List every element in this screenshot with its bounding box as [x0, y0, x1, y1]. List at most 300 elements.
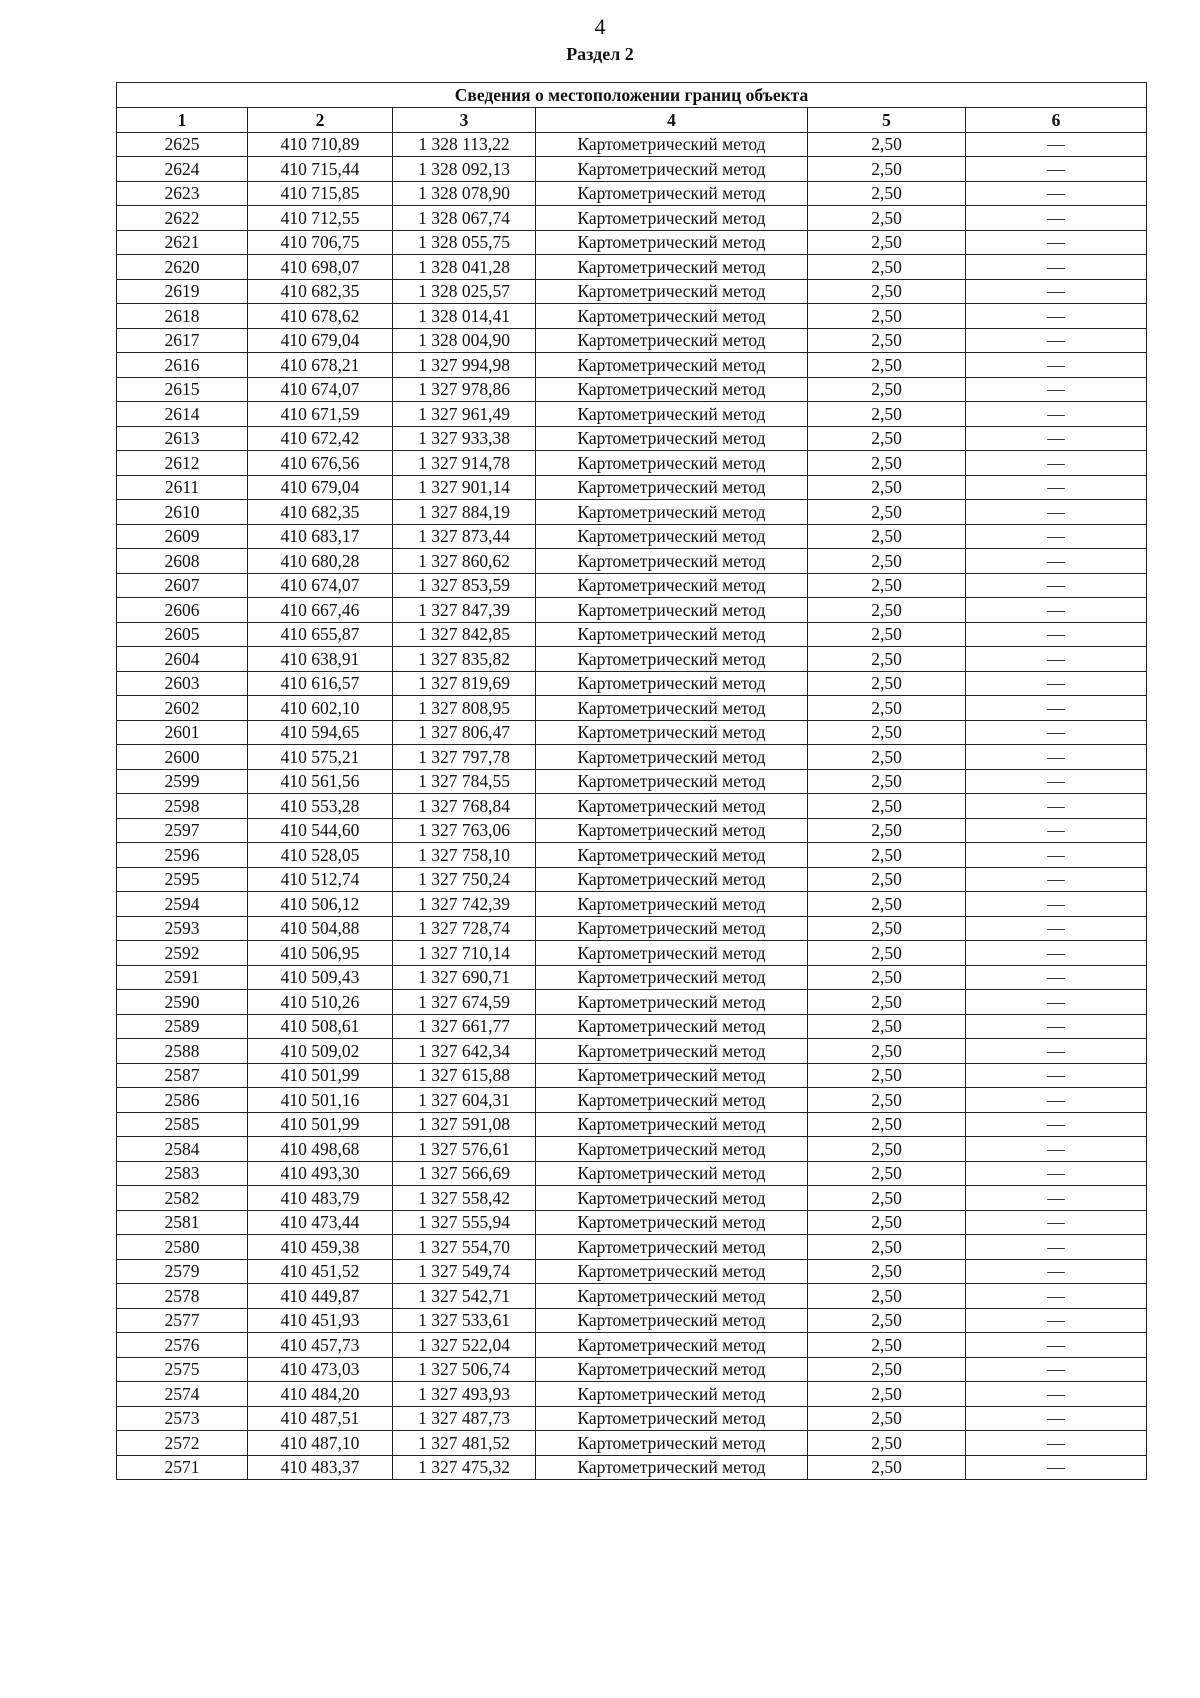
cell-point-number: 2618	[117, 304, 248, 329]
cell-method: Картометрический метод	[536, 132, 808, 157]
cell-coord-x: 410 487,10	[248, 1431, 393, 1456]
cell-coord-x: 410 484,20	[248, 1382, 393, 1407]
cell-accuracy: 2,50	[808, 1186, 966, 1211]
cell-coord-x: 410 508,61	[248, 1014, 393, 1039]
cell-coord-x: 410 712,55	[248, 206, 393, 231]
cell-point-number: 2595	[117, 867, 248, 892]
cell-point-number: 2585	[117, 1112, 248, 1137]
cell-accuracy: 2,50	[808, 524, 966, 549]
cell-accuracy: 2,50	[808, 181, 966, 206]
table-row	[117, 206, 1147, 231]
cell-description: —	[966, 353, 1147, 378]
cell-method: Картометрический метод	[536, 181, 808, 206]
table-row	[117, 524, 1147, 549]
cell-point-number: 2606	[117, 598, 248, 623]
cell-method: Картометрический метод	[536, 451, 808, 476]
cell-description: —	[966, 1137, 1147, 1162]
cell-accuracy: 2,50	[808, 1137, 966, 1162]
cell-description: —	[966, 549, 1147, 574]
cell-description: —	[966, 769, 1147, 794]
cell-description: —	[966, 328, 1147, 353]
cell-description: —	[966, 941, 1147, 966]
cell-accuracy: 2,50	[808, 1259, 966, 1284]
cell-coord-x: 410 553,28	[248, 794, 393, 819]
cell-coord-y: 1 327 674,59	[393, 990, 536, 1015]
table-row	[117, 1161, 1147, 1186]
cell-method: Картометрический метод	[536, 549, 808, 574]
cell-method: Картометрический метод	[536, 573, 808, 598]
cell-point-number: 2607	[117, 573, 248, 598]
table-row	[117, 549, 1147, 574]
cell-description: —	[966, 1455, 1147, 1480]
cell-method: Картометрический метод	[536, 206, 808, 231]
cell-method: Картометрический метод	[536, 941, 808, 966]
table-row	[117, 1210, 1147, 1235]
cell-accuracy: 2,50	[808, 549, 966, 574]
cell-point-number: 2603	[117, 671, 248, 696]
cell-coord-x: 410 678,21	[248, 353, 393, 378]
cell-coord-y: 1 327 819,69	[393, 671, 536, 696]
cell-coord-x: 410 594,65	[248, 720, 393, 745]
cell-method: Картометрический метод	[536, 843, 808, 868]
cell-accuracy: 2,50	[808, 965, 966, 990]
cell-method: Картометрический метод	[536, 1382, 808, 1407]
cell-method: Картометрический метод	[536, 867, 808, 892]
table-caption-row	[117, 83, 1147, 108]
cell-accuracy: 2,50	[808, 720, 966, 745]
cell-accuracy: 2,50	[808, 1284, 966, 1309]
cell-coord-y: 1 327 768,84	[393, 794, 536, 819]
cell-method: Картометрический метод	[536, 769, 808, 794]
cell-method: Картометрический метод	[536, 157, 808, 182]
cell-description: —	[966, 426, 1147, 451]
cell-coord-x: 410 449,87	[248, 1284, 393, 1309]
cell-description: —	[966, 1112, 1147, 1137]
table-row	[117, 1014, 1147, 1039]
cell-description: —	[966, 451, 1147, 476]
cell-point-number: 2571	[117, 1455, 248, 1480]
cell-coord-y: 1 327 493,93	[393, 1382, 536, 1407]
table-body	[117, 132, 1147, 1480]
table-row	[117, 573, 1147, 598]
table-row	[117, 451, 1147, 476]
cell-description: —	[966, 304, 1147, 329]
cell-coord-y: 1 328 067,74	[393, 206, 536, 231]
cell-point-number: 2588	[117, 1039, 248, 1064]
cell-accuracy: 2,50	[808, 328, 966, 353]
cell-coord-x: 410 501,99	[248, 1063, 393, 1088]
column-header-2: 2	[248, 108, 393, 133]
cell-point-number: 2609	[117, 524, 248, 549]
cell-description: —	[966, 230, 1147, 255]
table-row	[117, 965, 1147, 990]
cell-description: —	[966, 1406, 1147, 1431]
cell-method: Картометрический метод	[536, 353, 808, 378]
cell-point-number: 2594	[117, 892, 248, 917]
cell-description: —	[966, 1161, 1147, 1186]
cell-point-number: 2590	[117, 990, 248, 1015]
cell-point-number: 2589	[117, 1014, 248, 1039]
cell-coord-x: 410 510,26	[248, 990, 393, 1015]
cell-coord-x: 410 674,07	[248, 573, 393, 598]
cell-point-number: 2608	[117, 549, 248, 574]
table-row	[117, 671, 1147, 696]
table-row	[117, 304, 1147, 329]
cell-coord-x: 410 544,60	[248, 818, 393, 843]
cell-description: —	[966, 1235, 1147, 1260]
cell-description: —	[966, 867, 1147, 892]
cell-coord-y: 1 328 055,75	[393, 230, 536, 255]
cell-point-number: 2601	[117, 720, 248, 745]
cell-coord-y: 1 328 025,57	[393, 279, 536, 304]
table-row	[117, 696, 1147, 721]
cell-coord-y: 1 327 933,38	[393, 426, 536, 451]
cell-coord-x: 410 679,04	[248, 328, 393, 353]
page-number: 4	[594, 14, 606, 39]
cell-method: Картометрический метод	[536, 1186, 808, 1211]
cell-description: —	[966, 573, 1147, 598]
cell-accuracy: 2,50	[808, 671, 966, 696]
cell-coord-x: 410 698,07	[248, 255, 393, 280]
table-row	[117, 1235, 1147, 1260]
cell-description: —	[966, 1063, 1147, 1088]
column-header-3: 3	[393, 108, 536, 133]
cell-coord-y: 1 327 994,98	[393, 353, 536, 378]
cell-accuracy: 2,50	[808, 1039, 966, 1064]
cell-description: —	[966, 1259, 1147, 1284]
cell-description: —	[966, 720, 1147, 745]
cell-coord-x: 410 501,99	[248, 1112, 393, 1137]
cell-accuracy: 2,50	[808, 1431, 966, 1456]
cell-accuracy: 2,50	[808, 769, 966, 794]
cell-coord-y: 1 327 763,06	[393, 818, 536, 843]
table-row	[117, 475, 1147, 500]
cell-point-number: 2624	[117, 157, 248, 182]
cell-coord-x: 410 459,38	[248, 1235, 393, 1260]
cell-method: Картометрический метод	[536, 1308, 808, 1333]
cell-coord-y: 1 327 884,19	[393, 500, 536, 525]
cell-description: —	[966, 1284, 1147, 1309]
cell-description: —	[966, 671, 1147, 696]
cell-coord-y: 1 327 842,85	[393, 622, 536, 647]
cell-coord-y: 1 327 690,71	[393, 965, 536, 990]
cell-coord-y: 1 327 481,52	[393, 1431, 536, 1456]
cell-point-number: 2573	[117, 1406, 248, 1431]
cell-coord-y: 1 327 860,62	[393, 549, 536, 574]
cell-point-number: 2578	[117, 1284, 248, 1309]
table-row	[117, 990, 1147, 1015]
cell-method: Картометрический метод	[536, 696, 808, 721]
cell-point-number: 2581	[117, 1210, 248, 1235]
cell-coord-y: 1 327 549,74	[393, 1259, 536, 1284]
table-row	[117, 1137, 1147, 1162]
column-header-1: 1	[117, 108, 248, 133]
cell-coord-y: 1 327 853,59	[393, 573, 536, 598]
cell-coord-y: 1 327 615,88	[393, 1063, 536, 1088]
cell-coord-x: 410 451,93	[248, 1308, 393, 1333]
cell-coord-y: 1 327 797,78	[393, 745, 536, 770]
table-row	[117, 255, 1147, 280]
table-row	[117, 500, 1147, 525]
column-header-6: 6	[966, 108, 1147, 133]
table-row	[117, 1063, 1147, 1088]
cell-coord-y: 1 327 710,14	[393, 941, 536, 966]
cell-accuracy: 2,50	[808, 990, 966, 1015]
cell-description: —	[966, 475, 1147, 500]
cell-accuracy: 2,50	[808, 402, 966, 427]
cell-accuracy: 2,50	[808, 843, 966, 868]
table-row	[117, 426, 1147, 451]
cell-coord-x: 410 672,42	[248, 426, 393, 451]
cell-accuracy: 2,50	[808, 1308, 966, 1333]
cell-description: —	[966, 1088, 1147, 1113]
cell-coord-x: 410 451,52	[248, 1259, 393, 1284]
cell-point-number: 2605	[117, 622, 248, 647]
cell-coord-x: 410 487,51	[248, 1406, 393, 1431]
cell-accuracy: 2,50	[808, 304, 966, 329]
cell-description: —	[966, 181, 1147, 206]
cell-coord-y: 1 327 487,73	[393, 1406, 536, 1431]
cell-accuracy: 2,50	[808, 916, 966, 941]
cell-description: —	[966, 1014, 1147, 1039]
cell-coord-y: 1 327 642,34	[393, 1039, 536, 1064]
cell-coord-x: 410 483,37	[248, 1455, 393, 1480]
cell-coord-y: 1 328 092,13	[393, 157, 536, 182]
cell-description: —	[966, 1039, 1147, 1064]
boundary-coordinates-table	[116, 82, 1147, 1480]
cell-point-number: 2572	[117, 1431, 248, 1456]
table-row	[117, 818, 1147, 843]
cell-description: —	[966, 1357, 1147, 1382]
cell-method: Картометрический метод	[536, 965, 808, 990]
cell-description: —	[966, 916, 1147, 941]
cell-method: Картометрический метод	[536, 1357, 808, 1382]
table-row	[117, 132, 1147, 157]
table-row	[117, 1088, 1147, 1113]
cell-coord-y: 1 327 728,74	[393, 916, 536, 941]
cell-coord-x: 410 506,95	[248, 941, 393, 966]
cell-method: Картометрический метод	[536, 1039, 808, 1064]
cell-point-number: 2574	[117, 1382, 248, 1407]
table-row	[117, 1333, 1147, 1358]
cell-method: Картометрический метод	[536, 1161, 808, 1186]
cell-description: —	[966, 1186, 1147, 1211]
cell-description: —	[966, 206, 1147, 231]
cell-coord-y: 1 327 554,70	[393, 1235, 536, 1260]
cell-point-number: 2575	[117, 1357, 248, 1382]
table-row	[117, 867, 1147, 892]
cell-method: Картометрический метод	[536, 524, 808, 549]
cell-description: —	[966, 696, 1147, 721]
table-row	[117, 598, 1147, 623]
cell-accuracy: 2,50	[808, 279, 966, 304]
cell-accuracy: 2,50	[808, 451, 966, 476]
cell-description: —	[966, 1308, 1147, 1333]
cell-coord-x: 410 473,03	[248, 1357, 393, 1382]
cell-point-number: 2593	[117, 916, 248, 941]
cell-point-number: 2587	[117, 1063, 248, 1088]
cell-coord-x: 410 680,28	[248, 549, 393, 574]
cell-point-number: 2616	[117, 353, 248, 378]
cell-accuracy: 2,50	[808, 255, 966, 280]
table-row	[117, 647, 1147, 672]
cell-accuracy: 2,50	[808, 500, 966, 525]
cell-coord-y: 1 327 784,55	[393, 769, 536, 794]
column-header-5: 5	[808, 108, 966, 133]
cell-point-number: 2604	[117, 647, 248, 672]
cell-coord-y: 1 327 542,71	[393, 1284, 536, 1309]
cell-description: —	[966, 745, 1147, 770]
cell-coord-y: 1 327 742,39	[393, 892, 536, 917]
cell-description: —	[966, 500, 1147, 525]
cell-coord-x: 410 483,79	[248, 1186, 393, 1211]
cell-coord-y: 1 327 506,74	[393, 1357, 536, 1382]
cell-accuracy: 2,50	[808, 426, 966, 451]
table-row	[117, 1308, 1147, 1333]
cell-coord-y: 1 327 806,47	[393, 720, 536, 745]
cell-point-number: 2615	[117, 377, 248, 402]
table-row	[117, 1186, 1147, 1211]
cell-accuracy: 2,50	[808, 1014, 966, 1039]
cell-point-number: 2625	[117, 132, 248, 157]
cell-point-number: 2579	[117, 1259, 248, 1284]
cell-coord-x: 410 715,44	[248, 157, 393, 182]
cell-method: Картометрический метод	[536, 1014, 808, 1039]
cell-coord-y: 1 327 522,04	[393, 1333, 536, 1358]
cell-description: —	[966, 255, 1147, 280]
cell-accuracy: 2,50	[808, 230, 966, 255]
cell-coord-x: 410 561,56	[248, 769, 393, 794]
table-row	[117, 892, 1147, 917]
cell-coord-x: 410 493,30	[248, 1161, 393, 1186]
cell-point-number: 2610	[117, 500, 248, 525]
cell-coord-x: 410 498,68	[248, 1137, 393, 1162]
cell-coord-y: 1 327 835,82	[393, 647, 536, 672]
table-row	[117, 1382, 1147, 1407]
cell-description: —	[966, 279, 1147, 304]
cell-coord-y: 1 327 758,10	[393, 843, 536, 868]
cell-accuracy: 2,50	[808, 475, 966, 500]
cell-coord-y: 1 327 914,78	[393, 451, 536, 476]
cell-method: Картометрический метод	[536, 1406, 808, 1431]
cell-description: —	[966, 622, 1147, 647]
cell-accuracy: 2,50	[808, 1357, 966, 1382]
section-title: Раздел 2	[566, 44, 634, 64]
cell-accuracy: 2,50	[808, 1088, 966, 1113]
cell-method: Картометрический метод	[536, 1088, 808, 1113]
cell-description: —	[966, 598, 1147, 623]
cell-accuracy: 2,50	[808, 892, 966, 917]
cell-coord-y: 1 327 576,61	[393, 1137, 536, 1162]
table-row	[117, 1112, 1147, 1137]
cell-method: Картометрический метод	[536, 622, 808, 647]
cell-accuracy: 2,50	[808, 377, 966, 402]
cell-method: Картометрический метод	[536, 1333, 808, 1358]
cell-method: Картометрический метод	[536, 426, 808, 451]
cell-point-number: 2597	[117, 818, 248, 843]
cell-coord-y: 1 327 901,14	[393, 475, 536, 500]
cell-description: —	[966, 1333, 1147, 1358]
table-row	[117, 916, 1147, 941]
cell-point-number: 2598	[117, 794, 248, 819]
cell-coord-x: 410 512,74	[248, 867, 393, 892]
cell-point-number: 2586	[117, 1088, 248, 1113]
cell-coord-y: 1 327 591,08	[393, 1112, 536, 1137]
cell-coord-y: 1 328 004,90	[393, 328, 536, 353]
cell-accuracy: 2,50	[808, 1112, 966, 1137]
cell-method: Картометрический метод	[536, 1112, 808, 1137]
cell-accuracy: 2,50	[808, 1210, 966, 1235]
cell-coord-x: 410 506,12	[248, 892, 393, 917]
table-row	[117, 1039, 1147, 1064]
cell-point-number: 2599	[117, 769, 248, 794]
table-head	[117, 83, 1147, 133]
cell-coord-x: 410 504,88	[248, 916, 393, 941]
cell-description: —	[966, 794, 1147, 819]
cell-description: —	[966, 843, 1147, 868]
cell-point-number: 2623	[117, 181, 248, 206]
column-header-4: 4	[536, 108, 808, 133]
cell-point-number: 2622	[117, 206, 248, 231]
cell-description: —	[966, 990, 1147, 1015]
cell-accuracy: 2,50	[808, 1333, 966, 1358]
cell-accuracy: 2,50	[808, 132, 966, 157]
cell-accuracy: 2,50	[808, 598, 966, 623]
cell-description: —	[966, 892, 1147, 917]
cell-accuracy: 2,50	[808, 1235, 966, 1260]
cell-point-number: 2576	[117, 1333, 248, 1358]
table-row	[117, 1357, 1147, 1382]
cell-description: —	[966, 1210, 1147, 1235]
cell-accuracy: 2,50	[808, 353, 966, 378]
cell-method: Картометрический метод	[536, 745, 808, 770]
cell-point-number: 2611	[117, 475, 248, 500]
cell-coord-y: 1 327 533,61	[393, 1308, 536, 1333]
cell-method: Картометрический метод	[536, 475, 808, 500]
cell-method: Картометрический метод	[536, 304, 808, 329]
cell-coord-x: 410 501,16	[248, 1088, 393, 1113]
cell-coord-y: 1 328 078,90	[393, 181, 536, 206]
table-row	[117, 1284, 1147, 1309]
table-row	[117, 328, 1147, 353]
cell-coord-y: 1 327 475,32	[393, 1455, 536, 1480]
cell-accuracy: 2,50	[808, 1382, 966, 1407]
cell-coord-y: 1 327 808,95	[393, 696, 536, 721]
cell-coord-y: 1 327 750,24	[393, 867, 536, 892]
cell-coord-x: 410 528,05	[248, 843, 393, 868]
cell-description: —	[966, 647, 1147, 672]
cell-accuracy: 2,50	[808, 206, 966, 231]
cell-method: Картометрический метод	[536, 598, 808, 623]
cell-coord-y: 1 327 555,94	[393, 1210, 536, 1235]
cell-point-number: 2619	[117, 279, 248, 304]
cell-method: Картометрический метод	[536, 402, 808, 427]
cell-method: Картометрический метод	[536, 279, 808, 304]
cell-method: Картометрический метод	[536, 1210, 808, 1235]
cell-description: —	[966, 1382, 1147, 1407]
cell-coord-x: 410 683,17	[248, 524, 393, 549]
cell-accuracy: 2,50	[808, 794, 966, 819]
cell-point-number: 2596	[117, 843, 248, 868]
cell-coord-y: 1 327 873,44	[393, 524, 536, 549]
cell-coord-y: 1 327 847,39	[393, 598, 536, 623]
table-row	[117, 941, 1147, 966]
table-row	[117, 279, 1147, 304]
cell-coord-x: 410 706,75	[248, 230, 393, 255]
cell-method: Картометрический метод	[536, 1137, 808, 1162]
table-row	[117, 1406, 1147, 1431]
cell-point-number: 2577	[117, 1308, 248, 1333]
